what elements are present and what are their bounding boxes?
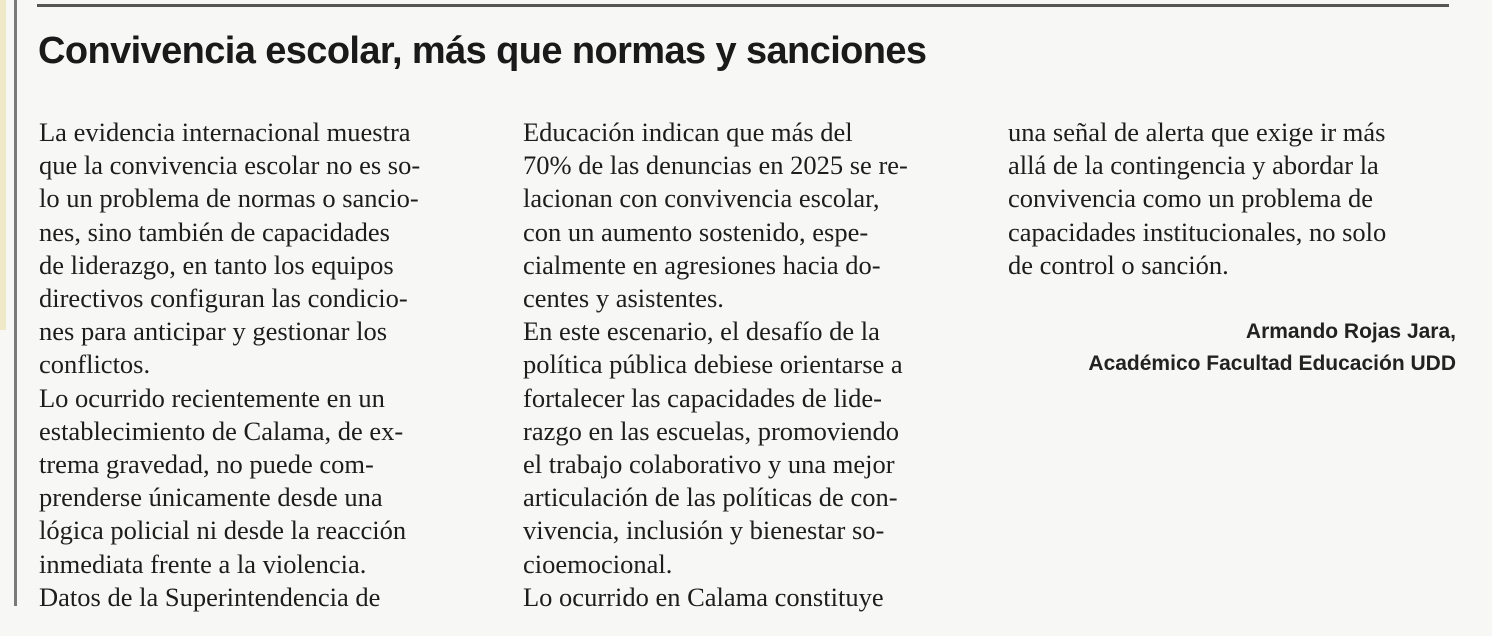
text-line: Lo ocurrido en Calama constituye <box>523 581 884 612</box>
text-line: cialmente en agresiones hacia do- <box>523 249 881 280</box>
text-line: una señal de alerta que exige ir más <box>1008 117 1386 147</box>
top-rule <box>37 4 1449 7</box>
text-line: que la convivencia escolar no es so- <box>39 150 421 181</box>
article-column-3 <box>1008 116 1468 282</box>
text-line: fortalecer las capacidades de lide- <box>523 382 883 413</box>
text-line: razgo en las escuelas, promoviendo <box>523 415 900 446</box>
text-line: lo un problema de normas o sancio- <box>39 183 419 214</box>
author-affiliation: Académico Facultad Educación UDD <box>1088 352 1456 375</box>
headline: Convivencia escolar, más que normas y sanciones <box>38 30 927 72</box>
author-name: Armando Rojas Jara, <box>1245 320 1456 343</box>
text-line: Lo ocurrido recientemente en un <box>39 382 385 413</box>
text-line: 70% de las denuncias en 2025 se re- <box>523 150 908 181</box>
text-line: En este escenario, el desafío de la <box>523 316 880 347</box>
text-line: inmediata frente a la violencia. <box>39 548 367 579</box>
text-line: articulación de las políticas de con- <box>523 482 898 513</box>
text-line: nes para anticipar y gestionar los <box>39 316 388 347</box>
text-line: capacidades institucionales, no solo <box>1008 216 1387 247</box>
text-line: cioemocional. <box>523 548 673 579</box>
author-signature <box>1088 316 1456 380</box>
article-column-1 <box>39 116 499 614</box>
text-line: nes, sino también de capacidades <box>39 216 390 247</box>
article-column-2 <box>523 116 983 614</box>
text-line: de control o sanción. <box>1008 249 1229 280</box>
text-line: convivencia como un problema de <box>1008 183 1373 214</box>
text-line: política pública debiese orientarse a <box>523 349 903 380</box>
text-line: La evidencia internacional muestra <box>39 117 411 147</box>
column-divider-rule <box>14 0 17 606</box>
text-line: de liderazgo, en tanto los equipos <box>39 249 394 280</box>
text-line: establecimiento de Calama, de ex- <box>39 415 404 446</box>
text-line: directivos configuran las condicio- <box>39 283 408 314</box>
text-line: Educación indican que más del <box>523 117 853 147</box>
page-edge <box>0 0 6 330</box>
text-line: prenderse únicamente desde una <box>39 482 383 513</box>
text-line: conflictos. <box>39 349 151 380</box>
text-line: Datos de la Superintendencia de <box>39 581 381 612</box>
text-line: allá de la contingencia y abordar la <box>1008 150 1379 181</box>
text-line: el trabajo colaborativo y una mejor <box>523 449 895 480</box>
text-line: centes y asistentes. <box>523 283 724 314</box>
text-line: con un aumento sostenido, espe- <box>523 216 869 247</box>
text-line: lógica policial ni desde la reacción <box>39 515 407 546</box>
text-line: vivencia, inclusión y bienestar so- <box>523 515 885 546</box>
text-line: lacionan con convivencia escolar, <box>523 183 880 214</box>
text-line: trema gravedad, no puede com- <box>39 449 374 480</box>
